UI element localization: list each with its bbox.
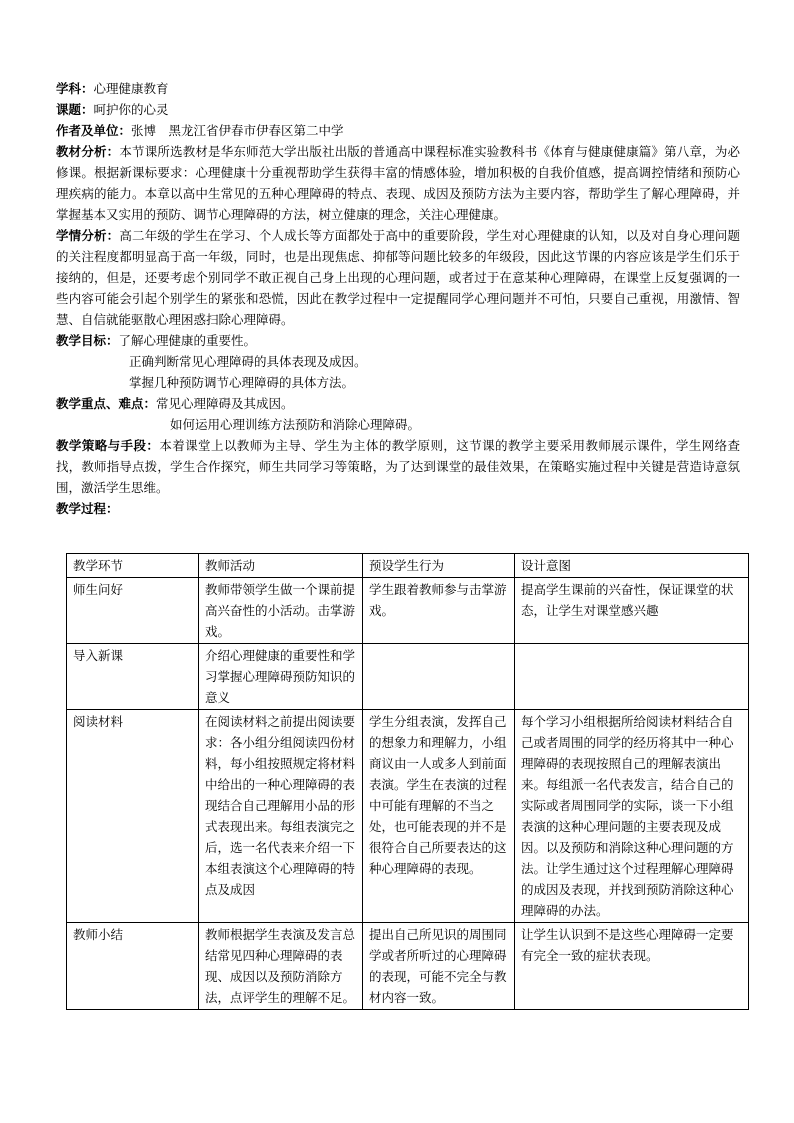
- objective-item: 正确判断常见心理障碍的具体表现及成因。: [129, 354, 367, 369]
- topic-value: 呵护你的心灵: [93, 102, 169, 117]
- header-cell: 教学环节: [67, 554, 199, 578]
- student-analysis-label: 学情分析：: [56, 228, 120, 243]
- topic-label: 课题：: [56, 102, 94, 117]
- objective-item: 了解心理健康的重要性。: [118, 333, 257, 348]
- strategy-text: 本着课堂上以教师为主导、学生为主体的教学原则，这节课的教学主要采用教师展示课件，学生网络查找，教师指导点拨，学生合作探究，师生共同学习等策略，为了达到课堂的最佳效果，在策略实施过程中关键是营造诗意氛围，激活学生思维。: [56, 438, 740, 495]
- material-analysis-label: 教材分析：: [56, 144, 120, 159]
- material-analysis: [56, 141, 740, 225]
- table-cell: 每个学习小组根据所给阅读材料结合自己或者周围的同学的经历将其中一种心理障碍的表现按照自己的理解表演出来。每组派一名代表发言，结合自己的实际或者周围同学的实际，谈一下小组表演的这种心理问题的主要表现及成因。以及预防和消除这种心理问题的方法。让学生通过这个过程理解心理障碍的成因及表现，并找到预防消除这种心理障碍的办法。: [515, 710, 749, 923]
- topic-line: [56, 99, 740, 120]
- table-cell: 阅读材料: [67, 710, 199, 923]
- table-cell: 导入新课: [67, 644, 199, 710]
- key-points-line-2: [56, 414, 740, 435]
- author-line: [56, 120, 740, 141]
- table-row: [67, 578, 749, 644]
- header-cell: 预设学生行为: [363, 554, 515, 578]
- strategy: [56, 435, 740, 498]
- table-cell: 学生跟着教师参与击掌游戏。: [363, 578, 515, 644]
- table-cell: 提高学生课前的兴奋性，保证课堂的状态，让学生对课堂感兴趣: [515, 578, 749, 644]
- process-label: 教学过程：: [56, 501, 119, 516]
- table-cell: 教师带领学生做一个课前提高兴奋性的小活动。击掌游戏。: [199, 578, 363, 644]
- table-cell: [515, 644, 749, 710]
- subject-value: 心理健康教育: [93, 81, 169, 96]
- header-cell: 设计意图: [515, 554, 749, 578]
- table-cell: 教师小结: [67, 923, 199, 1010]
- table-cell: 在阅读材料之前提出阅读要求：各小组分组阅读四份材料，每小组按照规定将材料中给出的一种心理障碍的表现结合自己理解用小品的形式表现出来。每组表演完之后，选一名代表来介绍一下本组表演这个心理障碍的特点及成因: [199, 710, 363, 923]
- strategy-label: 教学策略与手段：: [56, 438, 160, 453]
- table-cell: 让学生认识到不是这些心理障碍一定要有完全一致的症状表现。: [515, 923, 749, 1010]
- lesson-plan-header: [56, 78, 740, 519]
- table-cell: 师生问好: [67, 578, 199, 644]
- key-point-item: 如何运用心理训练方法预防和消除心理障碍。: [170, 417, 421, 432]
- table-cell: 学生分组表演，发挥自己的想象力和理解力，小组商议由一人或多人到前面表演。学生在表演的过程中可能有理解的不当之处，也可能表现的并不是很符合自己所要表达的这种心理障碍的表现。: [363, 710, 515, 923]
- teaching-process-table: [66, 553, 749, 1010]
- table-cell: 提出自己所见识的周围同学或者所听过的心理障碍的表现，可能不完全与教材内容一致。: [363, 923, 515, 1010]
- objectives-label: 教学目标：: [56, 333, 119, 348]
- header-cell: 教师活动: [199, 554, 363, 578]
- table-row: [67, 710, 749, 923]
- table-row: [67, 644, 749, 710]
- objective-item: 掌握几种预防调节心理障碍的具体方法。: [129, 375, 355, 390]
- student-analysis: [56, 225, 740, 330]
- student-analysis-text: 高二年级的学生在学习、个人成长等方面都处于高中的重要阶段，学生对心理健康的认知，以及对自身心理问题的关注程度都明显高于高一年级，同时，也是出现焦虑、抑郁等问题比较多的年级段，因此这节课的内容应该是学生们乐于接纳的，但是，还要考虑个别同学不敢正视自己身上出现的心理问题，或者过于在意某种心理障碍，在课堂上反复强调的一些内容可能会引起个别学生的紧张和恐慌，因此在教学过程中一定提醒同学心理问题并不可怕，只要自己重视，用激情、智慧、自信就能驱散心理困惑扫除心理障碍。: [56, 228, 740, 327]
- key-point-item: 常见心理障碍及其成因。: [156, 396, 294, 411]
- material-analysis-text: 本节课所选教材是华东师范大学出版社出版的普通高中课程标准实验教科书《体育与健康健康篇》第八章，为必修课。根据新课标要求：心理健康十分重视帮助学生获得丰富的情感体验，增加积极的自我价值感，提高调控情绪和预防心理疾病的能力。本章以高中生常见的五种心理障碍的特点、表现、成因及预防方法为主要内容，帮助学生了解心理障碍，并掌握基本又实用的预防、调节心理障碍的方法，树立健康的理念，关注心理健康。: [56, 144, 740, 222]
- table-row: [67, 923, 749, 1010]
- table-cell: 介绍心理健康的重要性和学习掌握心理障碍预防知识的意义: [199, 644, 363, 710]
- table-cell: 教师根据学生表演及发言总结常见四种心理障碍的表现、成因以及预防消除方法，点评学生的理解不足。: [199, 923, 363, 1010]
- objectives-line-2: [56, 351, 740, 372]
- process-heading: [56, 498, 740, 519]
- author-label: 作者及单位：: [56, 123, 132, 138]
- key-points-line-1: [56, 393, 740, 414]
- table-cell: [363, 644, 515, 710]
- objectives-line-1: [56, 330, 740, 351]
- key-points-label: 教学重点、难点：: [56, 396, 157, 411]
- author-value: 张博 黑龙江省伊春市伊春区第二中学: [131, 123, 344, 138]
- table-header-row: [67, 554, 749, 578]
- subject-line: [56, 78, 740, 99]
- subject-label: 学科：: [56, 81, 94, 96]
- objectives-line-3: [56, 372, 740, 393]
